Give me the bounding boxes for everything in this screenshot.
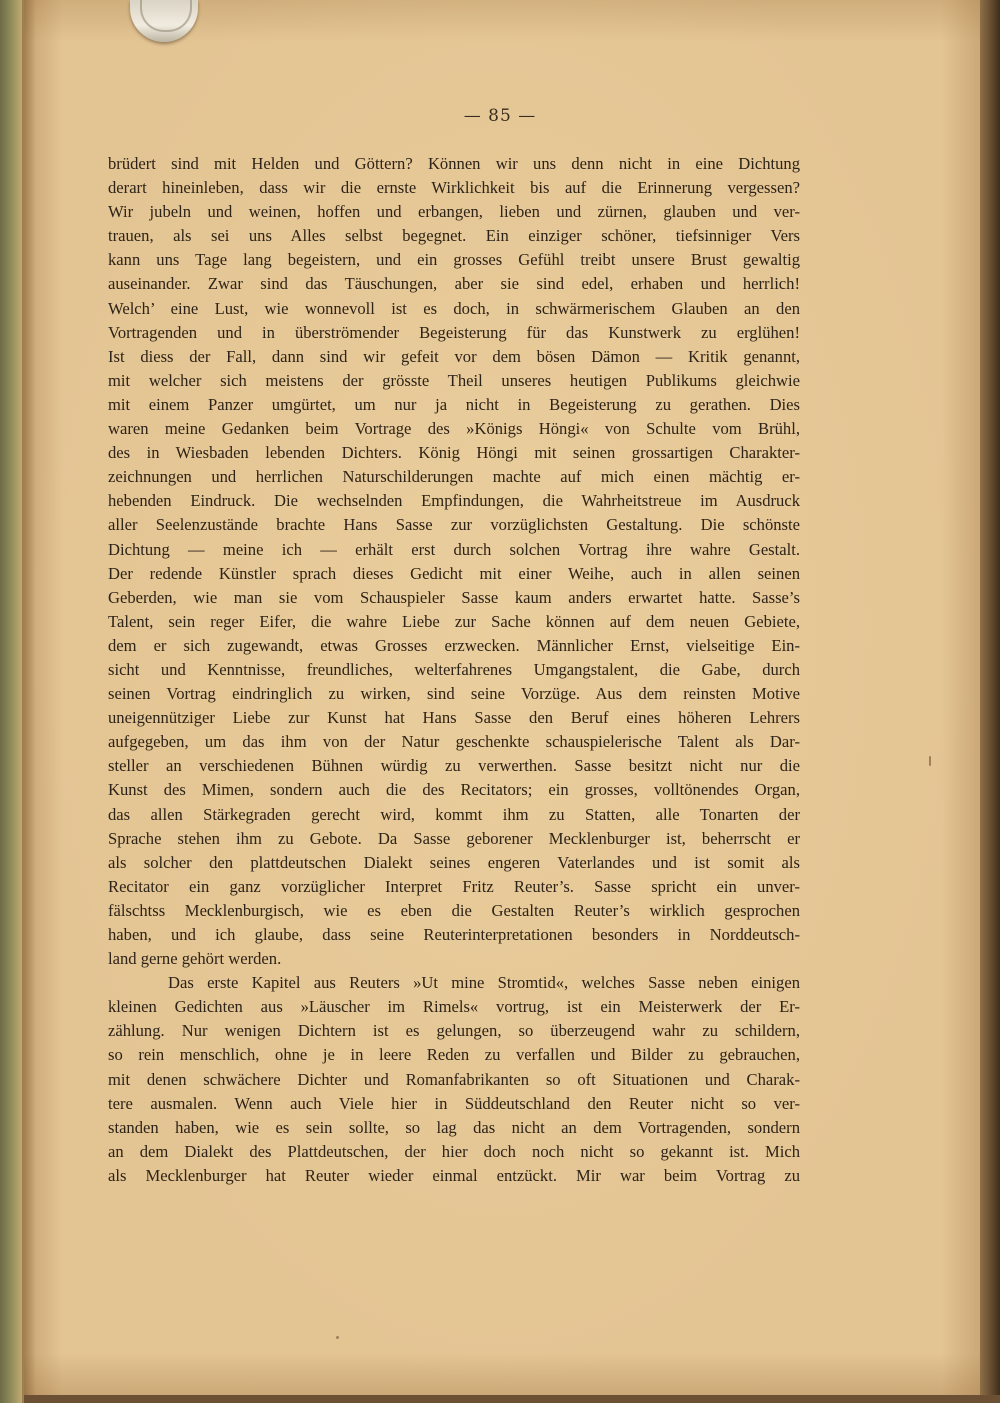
text-line: als Mecklenburger hat Reuter wieder einmal entzückt. Mir war beim Vortrag zu	[108, 1165, 800, 1185]
paper-speck	[929, 756, 931, 766]
text-line: standen haben, wie es sein sollte, so lag das nicht an dem Vortragenden, sondern	[108, 1117, 800, 1137]
text-line: aller Seelenzustände brachte Hans Sasse zur vorzüglichsten Gestaltung. Die schönste	[108, 515, 800, 535]
text-line: fälschtss Mecklenburgisch, wie es eben die Gestalten Reuter’s wirklich gesprochen	[108, 900, 800, 920]
text-line: kleinen Gedichten aus »Läuscher im Rimels« vortrug, ist ein Meisterwerk der Er-	[108, 997, 800, 1017]
paper-clip-loop	[140, 0, 192, 32]
text-line: Welch’ eine Lust, wie wonnevoll ist es doch, in schwärmerischem Glauben an den	[108, 298, 800, 318]
text-line: land gerne gehört werden.	[108, 949, 282, 969]
text-line: Vortragenden und in überströmender Begeisterung für das Kunstwerk zu erglühen!	[108, 322, 800, 342]
text-line: Kunst des Mimen, sondern auch die des Recitators; ein grosses, volltönendes Organ,	[108, 780, 800, 800]
text-line: haben, und ich glaube, dass seine Reuterinterpretationen besonders in Norddeutsch-	[108, 925, 800, 944]
text-line: Talent, sein reger Eifer, die wahre Liebe zur Sache können auf dem neuen Gebiete,	[108, 611, 800, 631]
text-line: Dichtung — meine ich — erhält erst durch solchen Vortrag ihre wahre Gestalt.	[108, 539, 800, 559]
text-line: derart hineinleben, dass wir die ernste Wirklichkeit bis auf die Erinnerung vergessen?	[108, 178, 800, 198]
text-line: steller an verschiedenen Bühnen würdig zu verwerthen. Sasse besitzt nicht nur die	[108, 756, 800, 776]
text-line: Geberden, wie man sie vom Schauspieler Sasse kaum anders erwartet hatte. Sasse’s	[108, 587, 800, 607]
text-line: kann uns Tage lang begeistern, und ein grosses Gefühl treibt unsere Brust gewaltig	[108, 250, 800, 270]
text-line: mit einem Panzer umgürtet, um nur ja nicht in Begeisterung zu gerathen. Dies	[108, 394, 800, 414]
text-line: dem er sich zugewandt, etwas Grosses erzwecken. Männlicher Ernst, vielseitige Ein-	[108, 635, 800, 655]
page-number: — 85 —	[463, 106, 537, 126]
paper-speck	[336, 1336, 339, 1339]
text-line: Der redende Künstler sprach dieses Gedicht mit einer Weihe, auch in allen seinen	[108, 563, 800, 583]
text-line: brüdert sind mit Helden und Göttern? Können wir uns denn nicht in eine Dichtung	[108, 154, 800, 173]
text-line: Das erste Kapitel aus Reuters »Ut mine Stromtid«, welches Sasse neben einigen	[168, 973, 800, 993]
text-line: zählung. Nur wenigen Dichtern ist es gelungen, so überzeugend wahr zu schildern,	[108, 1021, 800, 1041]
text-line: auseinander. Zwar sind das Täuschungen, aber sie sind edel, erhaben und herrlich!	[108, 274, 800, 294]
text-line: Wir jubeln und weinen, hoffen und erbangen, lieben und zürnen, glauben und ver-	[108, 202, 800, 222]
text-line: tere ausmalen. Wenn auch Viele hier in Süddeutschland den Reuter nicht so ver-	[108, 1093, 800, 1113]
text-line: das allen Stärkegraden gerecht wird, kommt ihm zu Statten, alle Tonarten der	[108, 804, 800, 824]
text-line: so rein menschlich, ohne je in leere Reden zu verfallen und Bilder zu gebrauchen,	[108, 1045, 800, 1065]
text-line: hebenden Eindruck. Die wechselnden Empfindungen, die Wahrheitstreue im Ausdruck	[108, 491, 800, 511]
text-line: aufgegeben, um das ihm von der Natur geschenkte schauspielerische Talent als Dar-	[108, 732, 800, 752]
text-line: mit welcher sich meistens der grösste Theil unseres heutigen Publikums gleichwie	[108, 370, 800, 390]
text-line: uneigennütziger Liebe zur Kunst hat Hans Sasse den Beruf eines höheren Lehrers	[108, 708, 800, 728]
book-binding	[0, 0, 24, 1403]
page-edge-bottom	[24, 1395, 1000, 1403]
text-line: waren meine Gedanken beim Vortrage des »Königs Höngi« von Schulte vom Brühl,	[108, 419, 800, 439]
binding-shadow	[22, 0, 36, 1403]
text-line: an dem Dialekt des Plattdeutschen, der hier doch noch nicht so gekannt ist. Mich	[108, 1141, 800, 1161]
text-line: seinen Vortrag eindringlich zu wirken, sind seine Vorzüge. Aus dem reinsten Motive	[108, 684, 800, 704]
text-line: Ist diess der Fall, dann sind wir gefeit vor dem bösen Dämon — Kritik genannt,	[108, 346, 800, 366]
text-line: Sprache stehen ihm zu Gebote. Da Sasse geborener Mecklenburger ist, beherrscht er	[108, 828, 800, 848]
text-line: mit denen schwächere Dichter und Romanfabrikanten so oft Situationen und Charak-	[108, 1069, 800, 1089]
text-line: zeichnungen und herrlichen Naturschilderungen machte auf mich einen mächtig er-	[108, 467, 800, 487]
text-line: Recitator ein ganz vorzüglicher Interpret Fritz Reuter’s. Sasse spricht ein unver-	[108, 876, 800, 896]
text-line: des in Wiesbaden lebenden Dichters. König Höngi mit seinen grossartigen Charakter-	[108, 443, 800, 463]
body-text	[108, 152, 800, 1188]
text-line: trauen, als sei uns Alles selbst begegnet. Ein einziger schöner, tiefsinniger Vers	[108, 226, 800, 246]
text-line: sicht und Kenntnisse, freundliches, welterfahrenes Umgangstalent, die Gabe, durch	[108, 659, 800, 679]
text-line: als solcher den plattdeutschen Dialekt seines engeren Vaterlandes und ist somit als	[108, 852, 800, 872]
page-edge-right	[980, 0, 1000, 1403]
